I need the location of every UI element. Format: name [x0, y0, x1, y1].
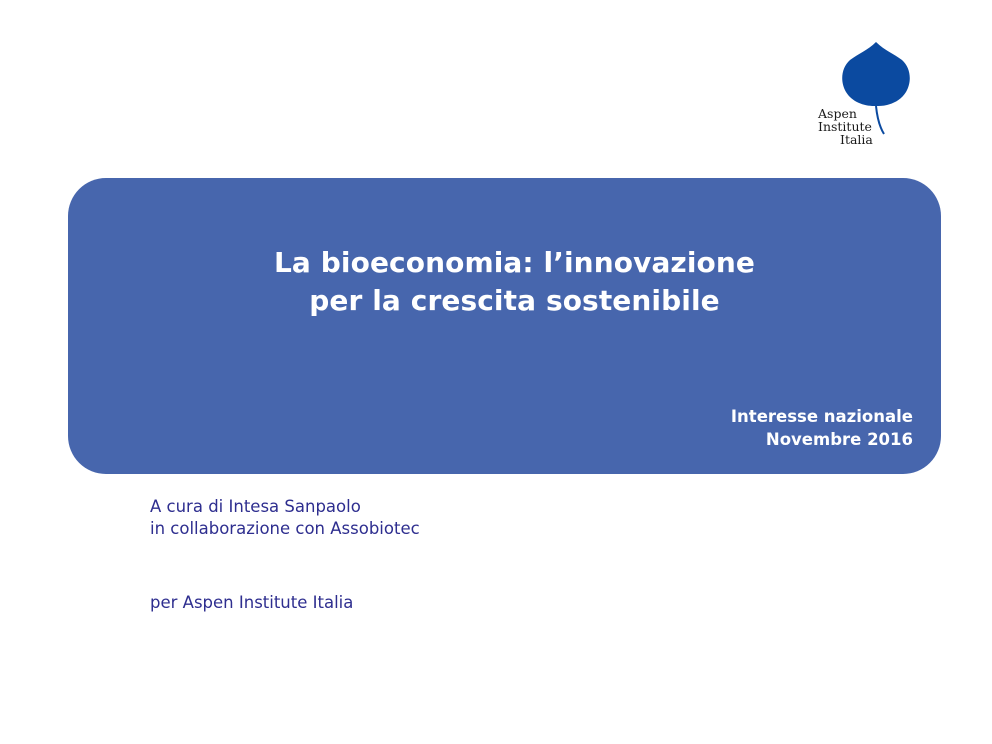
document-title — [68, 244, 961, 320]
aspen-institute-logo — [812, 40, 922, 150]
credit-line-collaboration: in collaborazione con Assobiotec — [150, 519, 420, 538]
title-banner — [68, 178, 941, 474]
title-line-1: La bioeconomia: l’innovazione — [273, 246, 755, 279]
logo-text-aspen: Aspen — [818, 106, 857, 121]
credit-line-publisher: per Aspen Institute Italia — [150, 593, 354, 612]
series-label: Interesse nazionale — [730, 407, 913, 426]
logo-text-institute: Institute — [818, 119, 872, 134]
credits — [150, 496, 420, 614]
credit-line-editor: A cura di Intesa Sanpaolo — [150, 497, 361, 516]
publication-date: Novembre 2016 — [765, 430, 913, 449]
document-meta — [731, 405, 913, 451]
title-line-2: per la crescita sostenibile — [309, 284, 720, 317]
logo-text-italia: Italia — [840, 132, 873, 147]
